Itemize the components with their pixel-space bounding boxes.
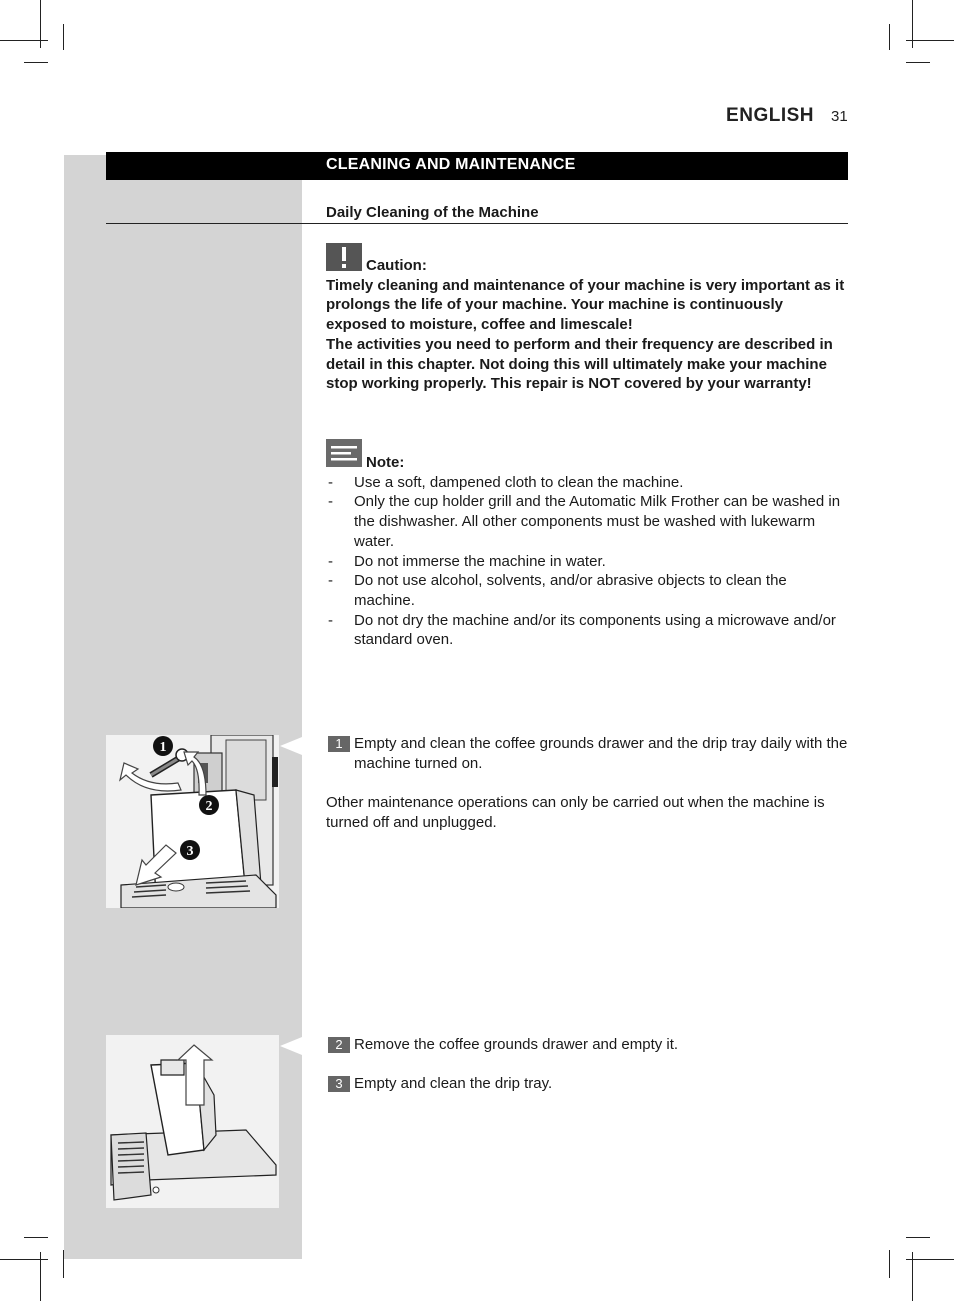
caution-paragraph: The activities you need to perform and their frequency are described in detail in this chapter. Not doing this will ultimately make your machine stop working properly. This repair is NOT covered by your warranty!: [326, 335, 833, 393]
figure-callout: 3: [186, 844, 194, 859]
crop-mark: [40, 0, 41, 48]
crop-mark: [40, 1252, 41, 1301]
step-number: 3: [328, 1076, 350, 1092]
caution-block: [326, 256, 848, 394]
list-item: - Do not dry the machine and/or its components using a microwave and/or standard oven.: [326, 611, 848, 650]
step-item: [326, 1074, 848, 1094]
subsection-divider: [106, 223, 848, 224]
step-block: [326, 734, 848, 833]
note-label: Note:: [366, 454, 405, 471]
subsection-title: Daily Cleaning of the Machine: [326, 204, 539, 221]
figure-pointer: [280, 737, 302, 755]
step-number: 1: [328, 736, 350, 752]
section-title: CLEANING AND MAINTENANCE: [326, 156, 576, 173]
list-item: - Only the cup holder grill and the Automatic Milk Frother can be washed in the dishwasher. All other components must be washed with lukewarm water.: [326, 492, 848, 551]
step-block: [326, 1035, 848, 1094]
step-number: 2: [328, 1037, 350, 1053]
figure-callout: 2: [205, 799, 213, 814]
caution-paragraph: Timely cleaning and maintenance of your machine is very important as it prolongs the life of your machine. Your machine is continuously exposed to moisture, coffee and limescale!: [326, 276, 845, 334]
list-item: - Use a soft, dampened cloth to clean the machine.: [326, 473, 848, 493]
language-label: ENGLISH: [726, 105, 814, 126]
page-number: 31: [831, 108, 848, 125]
step-item: [326, 734, 848, 773]
note-list: [326, 473, 848, 650]
step-followup: Other maintenance operations can only be carried out when the machine is turned off and unplugged.: [326, 794, 825, 831]
step-text: Empty and clean the coffee grounds drawer and the drip tray daily with the machine turned on.: [354, 735, 848, 772]
figure-drip-tray: [106, 1035, 279, 1208]
crop-mark: [889, 1250, 890, 1278]
crop-mark: [24, 62, 48, 63]
caution-label: Caution:: [366, 257, 427, 274]
crop-mark: [63, 24, 64, 50]
crop-mark: [906, 62, 930, 63]
crop-mark: [24, 1237, 48, 1238]
list-item: - Do not use alcohol, solvents, and/or abrasive objects to clean the machine.: [326, 571, 848, 610]
crop-mark: [906, 1259, 954, 1260]
note-block: [326, 453, 848, 650]
figure-pointer: [280, 1037, 302, 1055]
figure-coffee-machine: [106, 735, 279, 908]
crop-mark: [912, 1252, 913, 1301]
step-text: Remove the coffee grounds drawer and empty it.: [354, 1036, 679, 1053]
step-item: [326, 1035, 848, 1055]
step-text: Empty and clean the drip tray.: [354, 1075, 553, 1093]
crop-mark: [889, 24, 890, 50]
crop-mark: [906, 1237, 930, 1238]
crop-mark: [906, 40, 954, 41]
crop-mark: [912, 0, 913, 48]
figure-callout: 1: [159, 740, 167, 755]
list-item: - Do not immerse the machine in water.: [326, 552, 848, 572]
